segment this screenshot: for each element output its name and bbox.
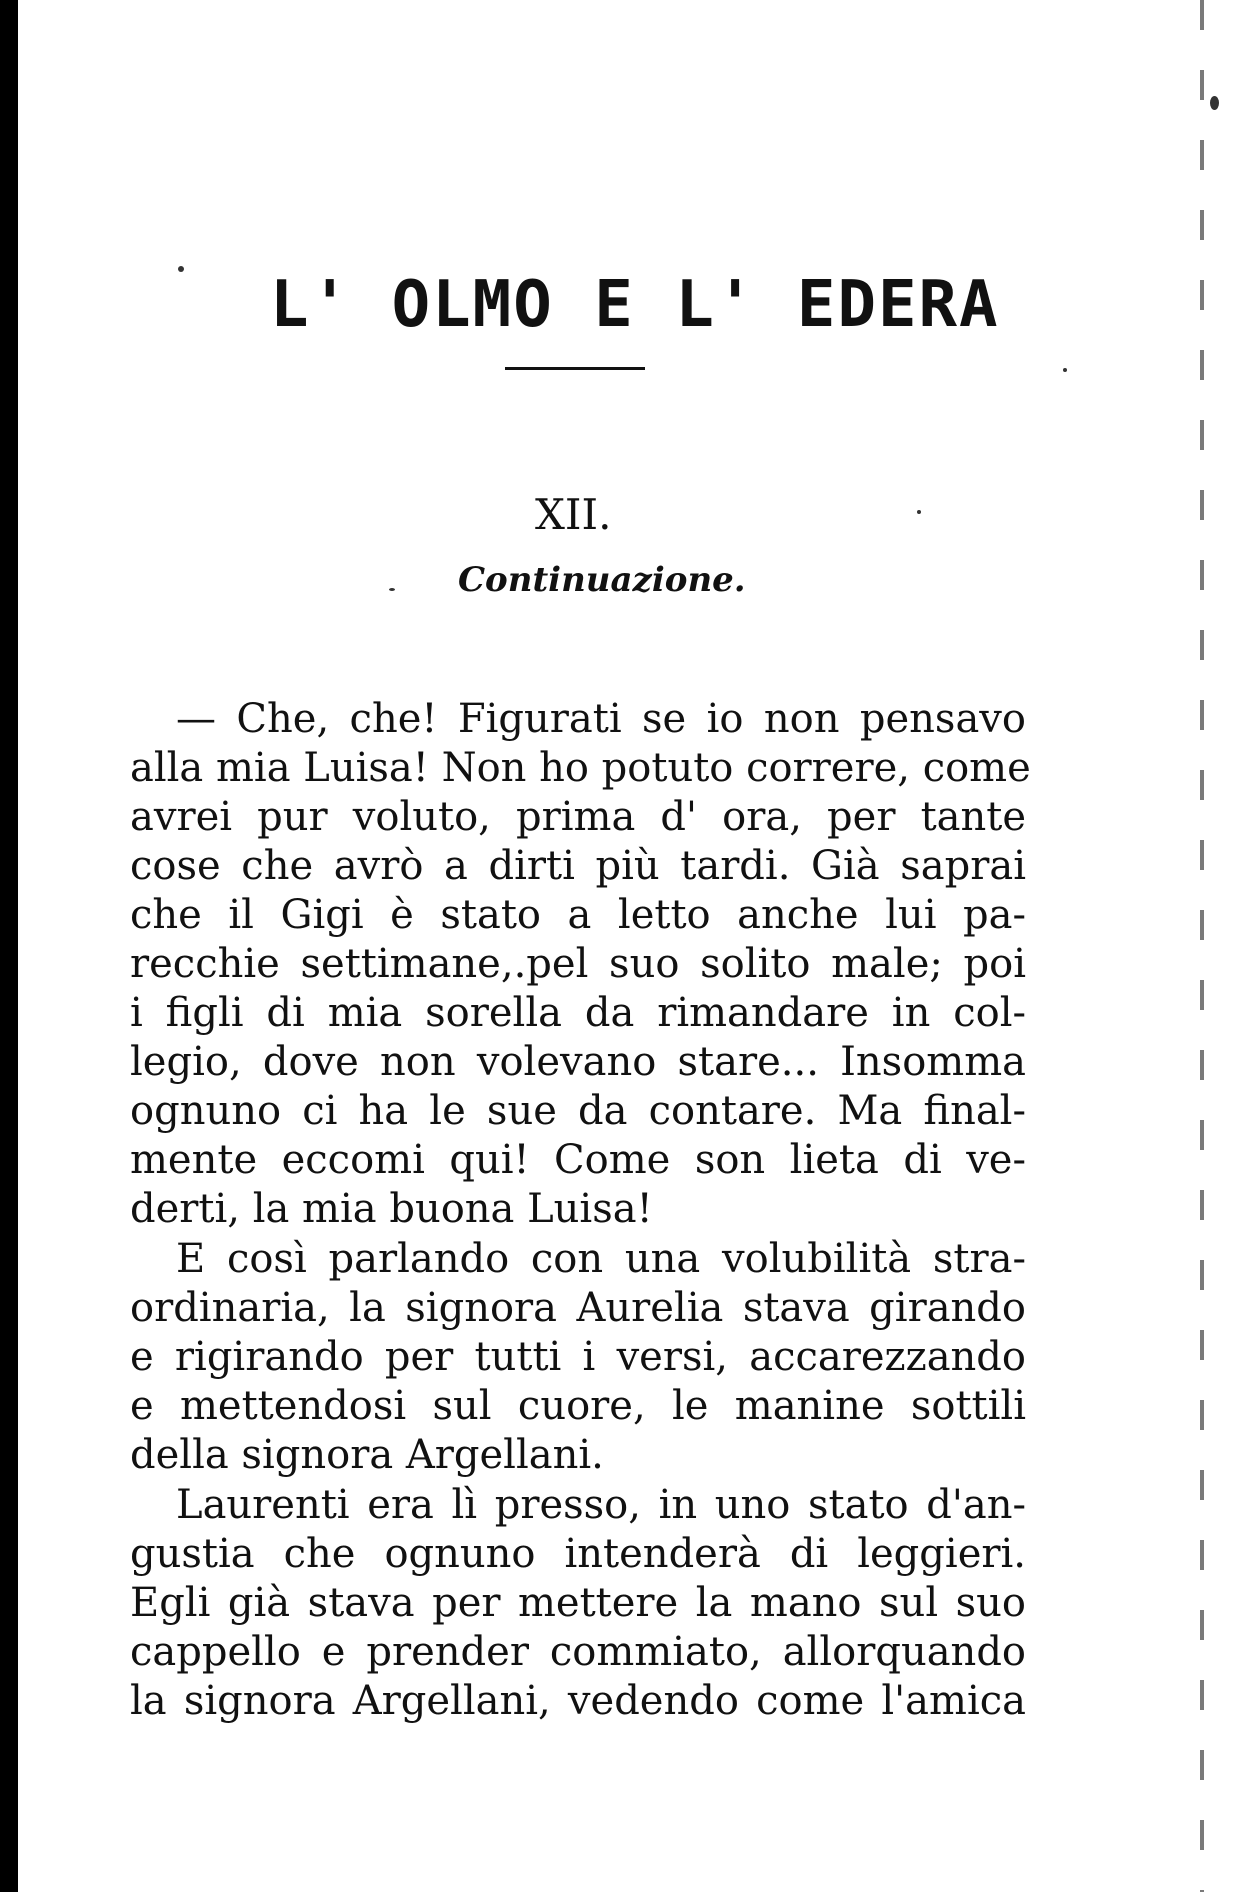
- text-line: mente eccomi qui! Come son lieta di ve-: [130, 1137, 1026, 1183]
- chapter-number: XII.: [535, 490, 612, 539]
- text-line: recchie settimane,.pel suo solito male; poi: [130, 941, 1026, 987]
- text-line: cappello e prender commiato, allorquando: [130, 1629, 1026, 1675]
- text-line: alla mia Luisa! Non ho potuto correre, come: [130, 745, 1031, 791]
- chapter-subtitle: Continuazione.: [458, 560, 746, 600]
- scan-speck: [1063, 368, 1067, 372]
- scan-speck: [1210, 96, 1219, 110]
- text-line: Laurenti era lì presso, in uno stato d'an-: [176, 1482, 1026, 1528]
- text-line: avrei pur voluto, prima d' ora, per tante: [130, 794, 1026, 840]
- scan-right-edge: [1200, 0, 1204, 1892]
- text-line: i figli di mia sorella da rimandare in col-: [130, 990, 1026, 1036]
- text-line: cose che avrò a dirti più tardi. Già saprai: [130, 843, 1026, 889]
- text-line: della signora Argellani.: [130, 1432, 604, 1478]
- text-line: E così parlando con una volubilità stra-: [176, 1236, 1026, 1282]
- text-line: Egli già stava per mettere la mano sul suo: [130, 1580, 1026, 1626]
- text-line: e mettendosi sul cuore, le manine sottili: [130, 1383, 1026, 1429]
- scan-left-border: [0, 0, 18, 1892]
- scan-speck: [178, 266, 184, 272]
- text-line: ognuno ci ha le sue da contare. Ma final-: [130, 1088, 1026, 1134]
- title-divider: [505, 367, 645, 370]
- text-line: che il Gigi è stato a letto anche lui pa-: [130, 892, 1026, 938]
- page-title: L' OLMO E L' EDERA: [270, 268, 1000, 342]
- text-line: derti, la mia buona Luisa!: [130, 1186, 653, 1232]
- scan-speck: [917, 510, 921, 514]
- text-line: legio, dove non volevano stare... Insomma: [130, 1039, 1026, 1085]
- text-line: gustia che ognuno intenderà di leggieri.: [130, 1531, 1026, 1577]
- text-line: la signora Argellani, vedendo come l'amica: [130, 1678, 1026, 1724]
- text-line: ordinaria, la signora Aurelia stava girando: [130, 1285, 1026, 1331]
- text-line: — Che, che! Figurati se io non pensavo: [176, 696, 1026, 742]
- text-line: e rigirando per tutti i versi, accarezzando: [130, 1334, 1026, 1380]
- scan-speck: [389, 588, 395, 591]
